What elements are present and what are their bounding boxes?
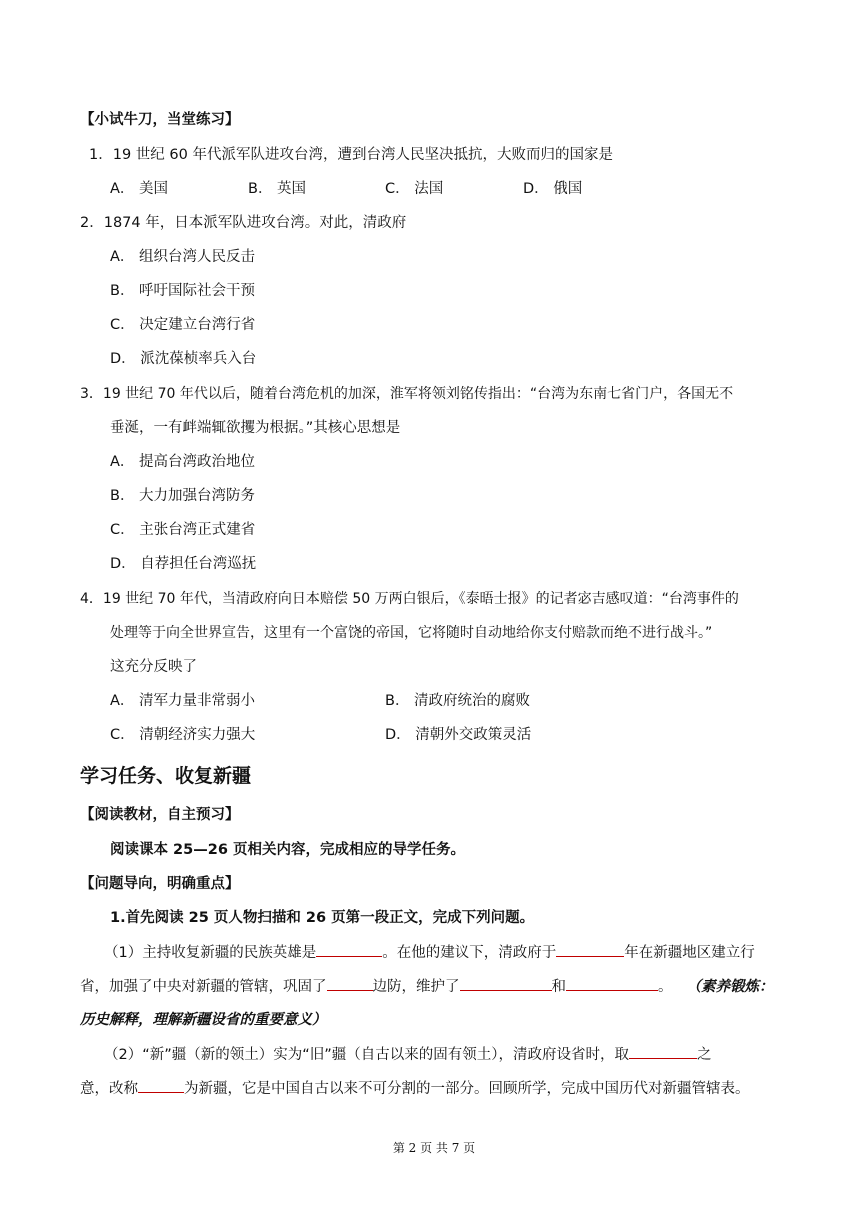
problem-1-2-line-1: [104, 1044, 712, 1065]
question-1-option-b: B． 英国: [248, 181, 307, 197]
problem-heading: 【问题导向，明确重点】: [80, 876, 240, 892]
practice-heading: 【小试牛刀，当堂练习】: [80, 112, 240, 128]
problem-1-title: 1.首先阅读 25 页人物扫描和 26 页第一段正文，完成下列问题。: [110, 910, 535, 926]
answer-blank-old-name[interactable]: [138, 1078, 184, 1093]
text-segment: 边防，维护了: [372, 979, 460, 995]
question-3-stem-line-2: 垂涎，一有衅端辄欲攫为根据。”其核心思想是: [110, 420, 401, 436]
question-3-option-b: B． 大力加强台湾防务: [110, 488, 256, 504]
question-2-stem: 2．1874 年，日本派军队进攻台湾。对此，清政府: [80, 215, 407, 231]
answer-blank-year[interactable]: [556, 942, 624, 957]
question-3-option-c: C． 主张台湾正式建省: [110, 522, 256, 538]
skill-note-start: （素养锻炼：: [686, 979, 774, 995]
skill-note-end: 历史解释，理解新疆设省的重要意义）: [80, 1012, 327, 1028]
question-3-option-d: D． 自荐担任台湾巡抚: [110, 556, 257, 572]
question-2-option-b: B． 呼吁国际社会干预: [110, 283, 256, 299]
question-2-option-c: C． 决定建立台湾行省: [110, 317, 256, 333]
text-segment: （2）“新”疆（新的领土）实为“旧”疆（自古以来的固有领土），清政府设省时，取: [104, 1047, 630, 1063]
question-2-option-a: A． 组织台湾人民反击: [110, 249, 256, 265]
page-footer: 第 2 页 共 7 页: [392, 1141, 476, 1155]
problem-1-1-line-1: [104, 942, 755, 963]
text-segment: 。: [658, 979, 673, 995]
answer-blank-maintain-2[interactable]: [566, 976, 658, 991]
question-1-option-d: D． 俄国: [523, 181, 583, 197]
read-instruction: 阅读课本 25—26 页相关内容，完成相应的导学任务。: [110, 842, 465, 858]
question-3-option-a: A． 提高台湾政治地位: [110, 454, 256, 470]
task-title: 学习任务、收复新疆: [80, 765, 252, 787]
answer-blank-frontier[interactable]: [327, 976, 373, 991]
question-3-stem-line-1: 3．19 世纪 70 年代以后，随着台湾危机的加深，淮军将领刘铭传指出：“台湾为东南七省门户，各国无不: [80, 386, 734, 402]
text-segment: （1）主持收复新疆的民族英雄是: [104, 945, 317, 961]
text-segment: 。在他的建议下，清政府于: [382, 945, 557, 961]
text-segment: 之: [697, 1047, 712, 1063]
answer-blank-meaning[interactable]: [629, 1044, 697, 1059]
question-4-option-c: C． 清朝经济实力强大: [110, 727, 256, 743]
text-segment: 年在新疆地区建立行: [624, 945, 755, 961]
text-segment: 意，改称: [80, 1081, 138, 1097]
question-1-option-a: A． 美国: [110, 181, 169, 197]
question-4-stem-line-1: 4．19 世纪 70 年代，当清政府向日本赔偿 50 万两白银后，《泰晤士报》的记者宓吉感叹道：“台湾事件的: [80, 591, 739, 607]
answer-blank-hero[interactable]: [316, 942, 382, 957]
read-heading: 【阅读教材，自主预习】: [80, 807, 240, 823]
question-4-stem-line-2: 处理等于向全世界宣告，这里有一个富饶的帝国，它将随时自动地给你支付赔款而绝不进行战斗。”: [110, 625, 713, 641]
text-segment: 省，加强了中央对新疆的管辖，巩固了: [80, 979, 327, 995]
text-segment: 为新疆，它是中国自古以来不可分割的一部分。回顾所学，完成中国历代对新疆管辖表。: [184, 1081, 750, 1097]
answer-blank-maintain-1[interactable]: [460, 976, 552, 991]
question-4-option-d: D． 清朝外交政策灵活: [385, 727, 532, 743]
question-1-option-c: C． 法国: [385, 181, 444, 197]
question-4-option-a: A． 清军力量非常弱小: [110, 693, 256, 709]
question-1-stem: 1．19 世纪 60 年代派军队进攻台湾，遭到台湾人民坚决抵抗，大败而归的国家是: [89, 147, 613, 163]
question-2-option-d: D． 派沈葆桢率兵入台: [110, 351, 257, 367]
question-4-option-b: B． 清政府统治的腐败: [385, 693, 531, 709]
problem-1-2-line-2: [80, 1078, 750, 1099]
problem-1-1-line-2: [80, 976, 774, 997]
question-4-stem-line-3: 这充分反映了: [110, 659, 197, 675]
text-segment: 和: [551, 979, 566, 995]
